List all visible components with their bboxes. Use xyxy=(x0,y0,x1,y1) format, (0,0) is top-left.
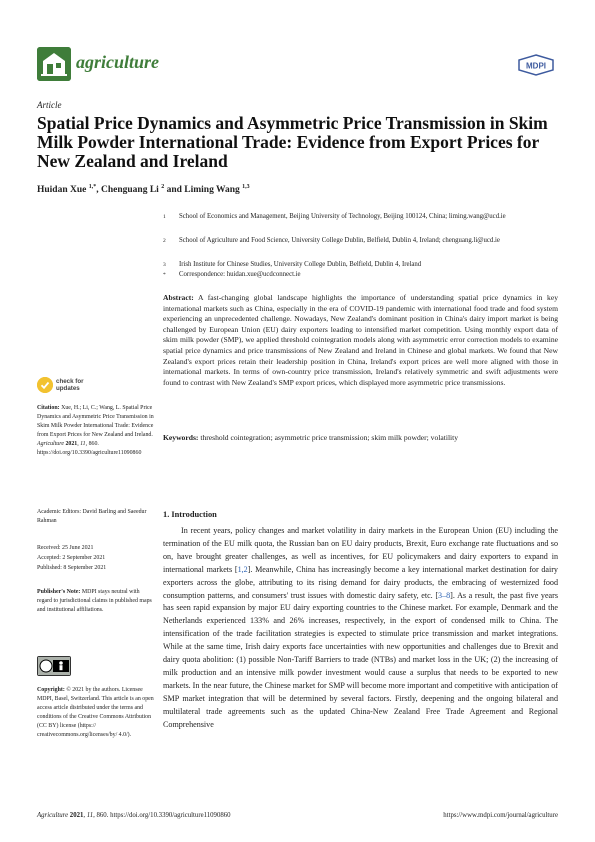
author-name: Huidan Xue xyxy=(37,185,87,196)
body-text: In recent years, policy changes and market volatility in dairy markets in the European Union (EU) including the termination of the EU milk quota, the Russian ban on EU dairy products, Brexit, Euro exchange rate fluctuations and so on, have brought greater challenges, as well as incentives, for EU policymakers and dairy exporters to expand in international markets [ xyxy=(163,526,558,574)
affiliation-number: 1 xyxy=(163,214,166,220)
keywords-text: threshold cointegration; asymmetric price transmission; skim milk powder; volatility xyxy=(200,433,459,442)
keywords xyxy=(163,433,558,444)
footer-journal-url[interactable]: https://www.mdpi.com/journal/agriculture xyxy=(443,812,558,819)
check-updates-icon xyxy=(37,377,53,393)
affiliation-item xyxy=(163,260,558,270)
mdpi-logo xyxy=(517,54,555,76)
footer-citation: Agriculture 2021, 11, 860. https://doi.org/10.3390/agriculture11090860 xyxy=(37,812,231,819)
author-name: Chenguang Li xyxy=(101,185,159,196)
body-text: ]. As a result, the past five years has seen rapid expansion by major EU dairy exporting countries to the Chinese market. For example, Denmark and the Netherlands experienced 133% and 26% increases, respectively, in the export of condensed milk to China. The intensification of the trade facilitation strategies is expected to stimulate price transmission and market integrations. While at the same time, Irish dairy exports face uncertainties with new opportunities and challenges due to Brexit and dairy quota abolition: (1) possible Non-Tariff Barriers to trade (NTBs) and market loss in the UK; (2) the increasing of milk production and an intensive milk powder investment would cause a surplus that needs to be exported to new markets. In the near future, the Chinese market for SMP will become more important and competitive with anticipation of SMP market integration that will be determined by several factors. Firstly, deepening and the ongoing bilateral and multilateral trade agreements such as the updated China-New Zealand Free Trade Agreement and Regional Comprehensive xyxy=(163,590,558,729)
article-type: Article xyxy=(37,100,62,110)
affiliation-text: School of Economics and Management, Beijing University of Technology, Beijing 100124, China; liming.wang@ucd.ie xyxy=(179,213,506,220)
footer-year: 2021 xyxy=(69,812,84,819)
footer-volume: 11 xyxy=(86,812,94,819)
publisher-note xyxy=(37,588,155,615)
affiliation-number: 2 xyxy=(163,238,166,244)
copyright-label: Copyright: xyxy=(37,687,65,693)
author-separator: and xyxy=(164,185,185,196)
footer-journal: Agriculture xyxy=(37,812,69,819)
accepted-date: Accepted: 2 September 2021 xyxy=(37,555,106,561)
keywords-label: Keywords: xyxy=(163,433,199,442)
citation-link[interactable]: 3–8 xyxy=(438,590,451,600)
citation-volume: 11 xyxy=(80,441,86,448)
author-separator: , xyxy=(96,185,101,196)
footer-doi[interactable]: , 860. https://doi.org/10.3390/agriculture11090860 xyxy=(93,812,231,819)
copyright-text: © 2021 by the authors. Licensee MDPI, Basel, Switzerland. This article is an open access article distributed under the terms and conditions of the Creative Commons Attribution (CC BY) license (https:// creativecommons.org/licenses/by/ 4.0/). xyxy=(37,687,154,739)
author-affiliation-mark: 2 xyxy=(161,184,165,190)
affiliation-text: School of Agriculture and Food Science, University College Dublin, Belfield, Dublin 4, Ireland; chenguang.li@ucd.ie xyxy=(179,237,500,244)
publisher-note-text: MDPI stays neutral with regard to jurisdictional claims in published maps and institutional affiliations. xyxy=(37,589,152,614)
check-for-updates-button[interactable] xyxy=(37,377,97,399)
article-title: Spatial Price Dynamics and Asymmetric Price Transmission in Skim Milk Powder International Trade: Evidence from Export Prices for New Zealand and Ireland xyxy=(37,113,548,171)
academic-editors: Academic Editors: David Barling and Saeedur Rahman xyxy=(37,509,147,525)
citation-link[interactable]: 1,2 xyxy=(237,564,248,574)
publisher-note-label: Publisher's Note: xyxy=(37,589,81,595)
abstract xyxy=(163,293,558,388)
citation-block: Citation: Xue, H.; Li, C.; Wang, L. Spatial Price Dynamics and Asymmetric Price Transmission in Skim Milk Powder International Trade: Evidence from Export Prices for New Zealand and Ireland. Agriculture 2021, 11, 860. https://doi.org/10.3390/agriculture11090860 xyxy=(37,405,154,457)
abstract-text: A fast-changing global landscape highlights the importance of understanding spatial price dynamics in key international markets such as China, especially in the era of COVID-19 pandemic with international food trade and food system experiencing an unprecedented challenge. Nowadays, New Zealand's dominant position in China's dairy import market is being challenged by European Union (EU) dairy exporters leading to intensified market competition. Using monthly export data of skim milk powder (SMP), we applied threshold cointegration models along with asymmetric error correction models to examine spatial price dynamics and price transmissions of New Zealand and Ireland in Chinese and global markets. We found that New Zealand's export prices retain their leadership position in China, Ireland's export prices are well more aligned with those in international markets. In terms of own-country price transmission, Ireland's relatively symmetric and swift adjustments were found to contrast with New Zealand's SMP export prices, which displayed more asymmetric price transmissions. xyxy=(163,293,559,387)
section-heading: 1. Introduction xyxy=(163,510,217,519)
citation-journal: Agriculture xyxy=(37,441,64,448)
published-date: Published: 8 September 2021 xyxy=(37,565,107,571)
body-paragraph xyxy=(163,525,558,732)
citation-label: Citation: xyxy=(37,405,60,411)
author-name: Liming Wang xyxy=(184,185,240,196)
affiliation-number: 3 xyxy=(163,262,166,268)
mdpi-logo-text: MDPI xyxy=(526,61,546,71)
journal-logo-icon xyxy=(37,47,71,81)
affiliation-item xyxy=(163,270,558,280)
affiliation-item xyxy=(163,212,558,222)
copyright-block xyxy=(37,686,155,741)
check-updates-label: check for updates xyxy=(56,378,84,392)
citation-text: Xue, H.; Li, C.; Wang, L. Spatial Price Dynamics and Asymmetric Price Transmission in Skim Milk Powder International Trade: Evidence from Export Prices for New Zealand and Ireland. xyxy=(37,405,154,439)
citation-year: 2021 xyxy=(65,441,78,448)
author-affiliation-mark: 1,* xyxy=(88,184,97,190)
received-date: Received: 25 June 2021 xyxy=(37,545,94,551)
affiliation-text: Irish Institute for Chinese Studies, University College Dublin, Belfield, Dublin 4, Ireland xyxy=(179,261,422,268)
abstract-label: Abstract: xyxy=(163,293,194,302)
affiliation-item xyxy=(163,236,558,246)
affiliation-text: Correspondence: huidan.xue@ucdconnect.ie xyxy=(179,271,301,278)
citation-doi[interactable]: , 860. https://doi.org/10.3390/agriculture11090860 xyxy=(37,441,142,457)
cc-by-license-badge[interactable] xyxy=(37,656,71,676)
author-list xyxy=(37,184,250,195)
affiliation-number: * xyxy=(163,272,166,278)
body-text: ]. Meanwhile, China has increasingly become a key international market destination for dairy exporters across the globe, attributing to its rising demand for dairy products, the embracing of westernized food consumption patterns, and consumers' trust issues with domestic dairy safety, etc. [ xyxy=(163,564,558,600)
journal-name: agriculture xyxy=(76,52,160,72)
author-affiliation-mark: 1,3 xyxy=(242,184,250,190)
